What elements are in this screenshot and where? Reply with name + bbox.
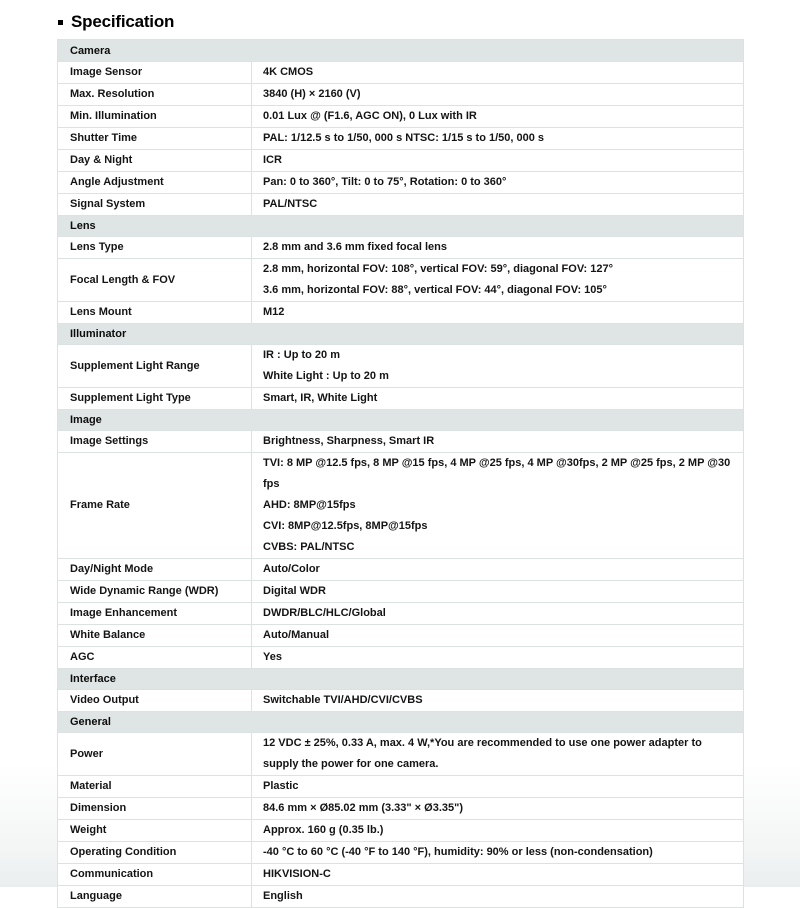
spec-label: Supplement Light Type — [58, 388, 252, 409]
spec-value-line: 0.01 Lux @ (F1.6, AGC ON), 0 Lux with IR — [263, 110, 477, 122]
spec-label: Image Enhancement — [58, 603, 252, 624]
spec-value — [252, 798, 743, 819]
spec-value-line: HIKVISION-C — [263, 868, 331, 880]
spec-value — [252, 62, 743, 83]
spec-value — [252, 194, 743, 215]
spec-value — [252, 106, 743, 127]
spec-label: Signal System — [58, 194, 252, 215]
spec-row — [58, 775, 743, 797]
spec-label: Shutter Time — [58, 128, 252, 149]
spec-label: Video Output — [58, 690, 252, 711]
spec-value-line: Plastic — [263, 780, 299, 792]
spec-value-line: PAL: 1/12.5 s to 1/50, 000 s NTSC: 1/15 s to 1/50, 000 s — [263, 132, 545, 144]
spec-value-line: IR : Up to 20 m — [263, 349, 341, 361]
spec-label: Lens Type — [58, 237, 252, 258]
section-header-image — [58, 409, 743, 430]
spec-value — [252, 647, 743, 668]
section-header-label: Image — [70, 414, 102, 426]
spec-row — [58, 258, 743, 301]
spec-label: Focal Length & FOV — [58, 259, 252, 301]
square-bullet-icon — [58, 20, 63, 25]
spec-value-line: Switchable TVI/AHD/CVI/CVBS — [263, 694, 423, 706]
spec-value-line: Pan: 0 to 360°, Tilt: 0 to 75°, Rotation: 0 to 360° — [263, 176, 507, 188]
spec-label: Communication — [58, 864, 252, 885]
spec-label: Max. Resolution — [58, 84, 252, 105]
section-header-illuminator — [58, 323, 743, 344]
page-title — [58, 12, 744, 32]
spec-value — [252, 581, 743, 602]
spec-value-line: Yes — [263, 651, 282, 663]
section-header-general — [58, 711, 743, 732]
spec-value — [252, 84, 743, 105]
spec-row — [58, 602, 743, 624]
spec-value-line: 84.6 mm × Ø85.02 mm (3.33" × Ø3.35") — [263, 802, 463, 814]
spec-value — [252, 150, 743, 171]
spec-label: Frame Rate — [58, 453, 252, 558]
spec-label: Image Settings — [58, 431, 252, 452]
spec-value-line: -40 °C to 60 °C (-40 °F to 140 °F), humidity: 90% or less (non-condensation) — [263, 846, 653, 858]
spec-row — [58, 624, 743, 646]
spec-value — [252, 559, 743, 580]
spec-row — [58, 841, 743, 863]
spec-value — [252, 886, 743, 907]
spec-label: White Balance — [58, 625, 252, 646]
spec-row — [58, 819, 743, 841]
spec-row — [58, 646, 743, 668]
spec-value-line: DWDR/BLC/HLC/Global — [263, 607, 386, 619]
spec-value-line: AHD: 8MP@15fps — [263, 499, 356, 511]
spec-label: AGC — [58, 647, 252, 668]
spec-value-line: Brightness, Sharpness, Smart IR — [263, 435, 435, 447]
spec-value — [252, 842, 743, 863]
spec-value — [252, 172, 743, 193]
spec-value — [252, 128, 743, 149]
spec-label: Supplement Light Range — [58, 345, 252, 387]
spec-value — [252, 237, 743, 258]
spec-label: Day & Night — [58, 150, 252, 171]
spec-label: Angle Adjustment — [58, 172, 252, 193]
spec-row — [58, 452, 743, 558]
section-header-label: General — [70, 716, 111, 728]
spec-value — [252, 453, 743, 558]
spec-value-line: TVI: 8 MP @12.5 fps, 8 MP @15 fps, 4 MP @25 fps, 4 MP @30fps, 2 MP @25 fps, 2 MP @30 fps — [263, 457, 731, 490]
spec-value — [252, 820, 743, 841]
spec-value-line: 12 VDC ± 25%, 0.33 A, max. 4 W,*You are recommended to use one power adapter to supply the power for one camera. — [263, 737, 702, 770]
section-header-lens — [58, 215, 743, 236]
section-header-label: Interface — [70, 673, 116, 685]
spec-row — [58, 885, 743, 907]
spec-value-line: M12 — [263, 306, 285, 318]
spec-row — [58, 301, 743, 323]
spec-value — [252, 733, 743, 775]
spec-row — [58, 105, 743, 127]
spec-value-line: English — [263, 890, 303, 902]
spec-label: Material — [58, 776, 252, 797]
spec-label: Weight — [58, 820, 252, 841]
spec-label: Day/Night Mode — [58, 559, 252, 580]
spec-value — [252, 603, 743, 624]
spec-row — [58, 127, 743, 149]
spec-row — [58, 430, 743, 452]
spec-value-line: 3.6 mm, horizontal FOV: 88°, vertical FOV: 44°, diagonal FOV: 105° — [263, 284, 607, 296]
spec-value-line: PAL/NTSC — [263, 198, 318, 210]
specification-table — [57, 39, 744, 908]
spec-label: Dimension — [58, 798, 252, 819]
spec-value — [252, 864, 743, 885]
spec-row — [58, 149, 743, 171]
spec-row — [58, 171, 743, 193]
spec-value — [252, 431, 743, 452]
spec-label: Lens Mount — [58, 302, 252, 323]
spec-value-line: 4K CMOS — [263, 66, 314, 78]
section-header-label: Illuminator — [70, 328, 127, 340]
spec-row — [58, 387, 743, 409]
spec-value-line: Auto/Manual — [263, 629, 329, 641]
spec-value — [252, 302, 743, 323]
section-header-label: Camera — [70, 44, 111, 57]
section-header-camera — [58, 40, 743, 61]
section-header-interface — [58, 668, 743, 689]
spec-label: Power — [58, 733, 252, 775]
spec-row — [58, 732, 743, 775]
page-title-text: Specification — [71, 12, 175, 31]
spec-row — [58, 689, 743, 711]
spec-value-line: Smart, IR, White Light — [263, 392, 378, 404]
spec-row — [58, 863, 743, 885]
spec-row — [58, 344, 743, 387]
spec-label: Operating Condition — [58, 842, 252, 863]
spec-value-line: Digital WDR — [263, 585, 326, 597]
spec-value — [252, 345, 743, 387]
spec-value — [252, 259, 743, 301]
spec-value-line: CVBS: PAL/NTSC — [263, 541, 355, 553]
spec-label: Wide Dynamic Range (WDR) — [58, 581, 252, 602]
spec-value-line: ICR — [263, 154, 282, 166]
spec-label: Language — [58, 886, 252, 907]
spec-row — [58, 83, 743, 105]
spec-row — [58, 61, 743, 83]
spec-value-line: Approx. 160 g (0.35 lb.) — [263, 824, 384, 836]
spec-label: Min. Illumination — [58, 106, 252, 127]
spec-value — [252, 690, 743, 711]
spec-row — [58, 797, 743, 819]
section-header-label: Lens — [70, 220, 96, 232]
spec-value-line: 2.8 mm and 3.6 mm fixed focal lens — [263, 241, 448, 253]
spec-value-line: CVI: 8MP@12.5fps, 8MP@15fps — [263, 520, 428, 532]
spec-row — [58, 193, 743, 215]
spec-value-line: White Light : Up to 20 m — [263, 370, 389, 382]
spec-value-line: Auto/Color — [263, 563, 320, 575]
spec-value-line: 2.8 mm, horizontal FOV: 108°, vertical FOV: 59°, diagonal FOV: 127° — [263, 263, 614, 275]
spec-row — [58, 236, 743, 258]
spec-value — [252, 776, 743, 797]
spec-row — [58, 558, 743, 580]
spec-label: Image Sensor — [58, 62, 252, 83]
spec-value-line: 3840 (H) × 2160 (V) — [263, 88, 361, 100]
spec-value — [252, 625, 743, 646]
spec-row — [58, 580, 743, 602]
spec-value — [252, 388, 743, 409]
